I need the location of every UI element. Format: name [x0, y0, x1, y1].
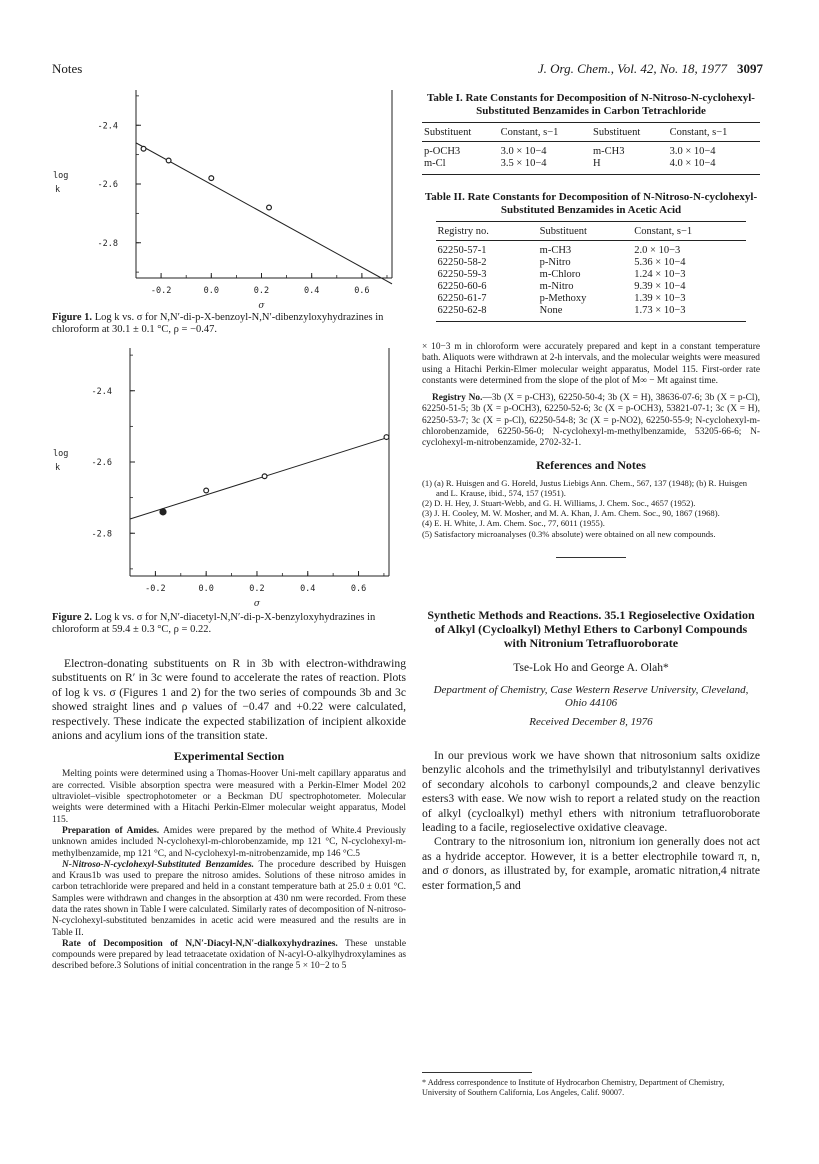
figure-2-caption — [52, 612, 406, 636]
data-point — [141, 146, 146, 151]
footnote: * Address correspondence to Institute of Hydrocarbon Chemistry, Department of Chemistry, University of Southern California, Los Angeles, Calif. 90007. — [422, 1078, 725, 1097]
table-row — [422, 158, 760, 175]
table-cell: m-Nitro — [539, 281, 574, 292]
table-cell: m-Chloro — [539, 269, 581, 280]
exp-p4-head: Rate of Decomposition of N,N′-Diacyl-N,N′-dialkoxyhydrazines. — [62, 938, 338, 949]
table-header-cell: Constant, s−1 — [632, 222, 746, 241]
exp-p2-head: Preparation of Amides. — [62, 825, 160, 836]
figure-2-label: Figure 2. — [52, 612, 93, 623]
article-header — [422, 608, 760, 729]
exp-paragraph-2 — [52, 826, 406, 860]
footnote-rule — [422, 1072, 532, 1073]
table-row — [436, 269, 747, 281]
table-1-grid — [422, 122, 760, 175]
table-2-title: Table II. Rate Constants for Decomposition of N-Nitroso-N-cyclohexyl-Substituted Benzamides in Acetic Acid — [424, 191, 758, 216]
registry-body: —3b (X = p-CH3), 62250-50-4; 3b (X = H), 38636-07-6; 3b (X = p-Cl), 62250-51-5; 3b (X = p-OCH3), 62250-52-6; 3c (X = p-OCH3), 53821-07-1; 3c (X = H), 62250-53-7; 3c (X = p-Cl), 62250-54-8; 3c (X = p-NO2), 62250-55-9; N-cyclohexyl-m-chlorobenzamide, 62250-56-0; N-cyclohexyl-m-methylbenzamide, 53205-66-6; N-cyclohexyl-m-nitrobenzamide, 2702-32-1. — [422, 393, 760, 449]
table-cell: 62250-61-7 — [437, 293, 487, 304]
y-tick-label: -2.8 — [97, 238, 118, 249]
article-paragraph-1: In our previous work we have shown that nitrosonium salts oxidize benzylic alcohols and the trimethylsilyl and tributylstannyl derivatives of secondary alcohols to carbonyl compounds,2 and cleave benzylic esters3 with ease. We now wish to report a related study on the reaction of alkyl (cycloalkyl) methyl ethers with nitronium tetrafluoroborate leading to a facile, regioselective oxidative cleavage. — [422, 748, 760, 834]
table-cell: 62250-58-2 — [437, 257, 487, 268]
table-cell: p-Methoxy — [539, 293, 587, 304]
y-tick-label: -2.6 — [91, 458, 112, 468]
table-cell: 1.39 × 10−3 — [634, 293, 686, 304]
reference-item: (5) Satisfactory microanalyses (0.3% absolute) were obtained on all new compounds. — [422, 528, 716, 539]
table-cell: 62250-62-8 — [436, 305, 538, 322]
table-cell: 3.5 × 10−4 — [499, 158, 591, 175]
article-body — [422, 749, 760, 893]
table-cell: m-CH3 — [592, 146, 625, 157]
table-cell: 62250-60-6 — [437, 281, 487, 292]
data-point — [166, 158, 171, 163]
article-affiliation: Department of Chemistry, Case Western Reserve University, Cleveland, Ohio 44106 — [433, 683, 749, 709]
article-title: Synthetic Methods and Reactions. 35.1 Regioselective Oxidation of Alkyl (Cycloalkyl) Methyl Ethers to Carbonyl Compounds with Nitronium Tetrafluoroborate — [427, 607, 755, 650]
table-row — [436, 281, 747, 293]
x-tick-label: 0.0 — [198, 584, 214, 594]
table-cell: 1.73 × 10−3 — [632, 305, 746, 322]
x-tick-label: -0.2 — [145, 584, 166, 594]
reference-item: (3) J. H. Cooley, M. W. Mosher, and M. A. Khan, J. Am. Chem. Soc., 90, 1867 (1968). — [422, 508, 720, 519]
table-cell: 3.0 × 10−4 — [500, 146, 547, 157]
table-cell: H — [591, 158, 668, 175]
article-separator — [556, 557, 626, 558]
table-cell: None — [538, 305, 633, 322]
y-tick-label: -2.6 — [97, 180, 118, 190]
experimental-title: Experimental Section — [173, 749, 285, 764]
table-1-header-row — [422, 123, 760, 142]
exp-paragraph-4 — [52, 939, 406, 973]
exp-p3-head: N-Nitroso-N-cyclohexyl-Substituted Benzamides. — [62, 859, 254, 870]
figure-1-text: Log k vs. σ for N,N′-di-p-X-benzoyl-N,N′-dibenzyloxyhydrazines in chloroform at 30.1 ± 0.1 °C, ρ = −0.47. — [52, 312, 384, 335]
table-2-header-row — [436, 222, 747, 241]
table-1-title: Table I. Rate Constants for Decomposition of N-Nitroso-N-cyclohexyl-Substituted Benzamides in Carbon Tetrachloride — [427, 92, 755, 117]
table-2 — [422, 191, 760, 322]
left-column — [52, 84, 406, 636]
y-tick-label: -2.8 — [91, 529, 112, 540]
x-tick-label: 0.6 — [354, 286, 370, 296]
article-authors: Tse-Lok Ho and George A. Olah* — [513, 661, 669, 674]
registry-head: Registry No. — [432, 393, 483, 404]
exp-p4-body: These unstable compounds were prepared by lead tetraacetate oxidation of N-acyl-O-alkylhydroxylamines as described before.3 Solutions of initial concentration in the range 5 × 10−2 to 5 — [52, 938, 406, 972]
table-row — [436, 293, 747, 305]
table-cell: 3.0 × 10−4 — [669, 146, 716, 157]
data-point — [384, 435, 389, 440]
experimental-continued — [422, 342, 760, 450]
figure-2-plot — [52, 342, 406, 612]
data-point — [209, 176, 214, 181]
table-cell: 4.0 × 10−4 — [668, 158, 760, 175]
y-axis-label: k — [55, 463, 61, 473]
fit-line — [130, 437, 389, 519]
exp-paragraph-1: Melting points were determined using a Thomas-Hoover Uni-melt capillary apparatus and are corrected. Visible absorption spectra were measured with a Perkin-Elmer Model 202 ultraviolet–visible spectrophotometer or a Beckman DU spectrophotometer. Molecular weights were determined with a Hitachi Perkin-Elmer molecular weight apparatus, Model 115. — [52, 769, 406, 825]
article-received: Received December 8, 1976 — [529, 715, 653, 728]
exp-paragraph-3 — [52, 860, 406, 939]
registry-paragraph — [422, 393, 760, 449]
table-1 — [422, 92, 760, 175]
reference-item: (2) D. H. Hey, J. Stuart-Webb, and G. H. Williams, J. Chem. Soc., 4657 (1952). — [422, 498, 696, 509]
table-cell: p-Nitro — [539, 257, 571, 268]
references-list — [422, 478, 760, 539]
article-paragraph-2: Contrary to the nitrosonium ion, nitronium ion generally does not act as a hydride acceptor. However, it is a better electrophile toward π, n, and σ donors, as illustrated by, for example, aromatic nitration,4 nitrate ester formation,5 and — [422, 835, 760, 892]
x-tick-label: 0.4 — [300, 584, 316, 594]
table-row — [422, 142, 760, 159]
x-tick-label: 0.4 — [304, 286, 320, 296]
data-point — [204, 488, 209, 493]
table-row — [436, 257, 747, 269]
intro-paragraph: Electron-donating substituents on R in 3b with electron-withdrawing substituents on R′ in 3c were found to accelerate the rates of reaction. Plots of log k vs. σ (Figures 1 and 2) for the two series of compounds 3b and 3c showed straight lines and ρ values of −0.47 and +0.22 were calculated, respectively. These indicate the expected stabilization of incipient alkoxide anions and acylium ions of the transition state. — [52, 657, 406, 743]
figure-1-plot — [52, 84, 406, 312]
table-cell: 2.0 × 10−3 — [634, 245, 681, 256]
page-number: 3097 — [737, 61, 763, 76]
x-tick-label: 0.2 — [253, 286, 270, 296]
x-tick-label: -0.2 — [150, 286, 172, 296]
y-tick-label: -2.4 — [91, 386, 112, 397]
exp-p2-body: Amides were prepared by the method of White.4 Previously unknown amides included N-cyclohexyl-m-chlorobenzamide, mp 121 °C, N-cyclohexyl-m-methylbenzamide, mp 121 °C, and N-cyclohexyl-m-nitrobenzamide, mp 146 °C.5 — [52, 825, 406, 859]
y-axis-label: log — [53, 171, 69, 181]
x-tick-label: 0.6 — [350, 584, 367, 594]
reference-item: (4) E. H. White, J. Am. Chem. Soc., 77, 6011 (1955). — [422, 518, 605, 529]
running-head-right — [538, 61, 763, 77]
x-tick-label: 0.2 — [249, 584, 265, 594]
left-column-text — [52, 657, 406, 973]
figure-1-caption — [52, 312, 406, 336]
right-column — [422, 92, 760, 893]
figure-1 — [52, 84, 406, 336]
y-axis-label: k — [55, 185, 61, 195]
table-cell: p-OCH3 — [424, 146, 461, 157]
x-axis-label: σ — [253, 599, 261, 609]
table-cell: 9.39 × 10−4 — [634, 281, 686, 292]
journal-citation: J. Org. Chem., Vol. 42, No. 18, 1977 — [537, 61, 727, 76]
table-cell: 1.24 × 10−3 — [634, 269, 686, 280]
table-header-cell: Substituent — [538, 222, 633, 241]
table-row — [436, 305, 747, 322]
table-header-cell: Registry no. — [436, 222, 538, 241]
table-header-cell: Substituent — [591, 123, 668, 142]
table-cell: m-CH3 — [539, 245, 572, 256]
table-cell: 62250-57-1 — [437, 245, 487, 256]
running-head-left: Notes — [52, 61, 83, 76]
y-tick-label: -2.4 — [97, 121, 118, 132]
exp-p3-body: The procedure described by Huisgen and Kraus1b was used to prepare the nitroso amides. Solutions of these nitroso amides in carbon tetrachloride were prepared and held in a constant temperature bath at 25.0 ± 0.01 °C. Samples were withdrawn and changes in the absorption at 430 nm were recorded. From these data the rates shown in Table I were calculated. Similarly rates of decomposition of N-nitroso-N-cyclohexyl-substituted benzamides in acetic acid were measured and the results are in Table II. — [52, 859, 407, 938]
table-cell: m-Cl — [422, 158, 499, 175]
data-point — [262, 474, 267, 479]
table-cell: 62250-59-3 — [437, 269, 487, 280]
x-tick-label: 0.0 — [203, 286, 219, 296]
figure-2 — [52, 342, 406, 636]
table-header-cell: Constant, s−1 — [499, 123, 591, 142]
data-point — [160, 509, 166, 515]
figure-2-text: Log k vs. σ for N,N′-diacetyl-N,N′-di-p-X-benzyloxyhydrazines in chloroform at 59.4 ± 0.3 °C, ρ = 0.22. — [52, 612, 376, 635]
continued-paragraph: × 10−3 m in chloroform were accurately prepared and kept in a constant temperature bath. Aliquots were withdrawn at 2-h intervals, and the molecular weights were measured using a Hitachi Perkin-Elmer molecular weight apparatus, Model 115. First-order rate constants were determined from the slope of the plot of M∞ − Mt against time. — [422, 342, 760, 386]
fit-line — [136, 143, 392, 284]
table-row — [436, 241, 747, 258]
data-point — [267, 205, 272, 210]
table-header-cell: Constant, s−1 — [668, 123, 760, 142]
table-cell: 5.36 × 10−4 — [634, 257, 686, 268]
figure-1-label: Figure 1. — [52, 312, 93, 323]
table-2-grid — [436, 221, 747, 322]
y-axis-label: log — [53, 449, 69, 459]
references-title: References and Notes — [536, 457, 646, 472]
reference-item: (1) (a) R. Huisgen and G. Horeld, Justus Liebigs Ann. Chem., 567, 137 (1948); (b) R. Huisgen and L. Krause, ibid., 574, 157 (1951). — [422, 477, 748, 498]
table-header-cell: Substituent — [422, 123, 499, 142]
x-axis-label: σ — [258, 301, 265, 311]
